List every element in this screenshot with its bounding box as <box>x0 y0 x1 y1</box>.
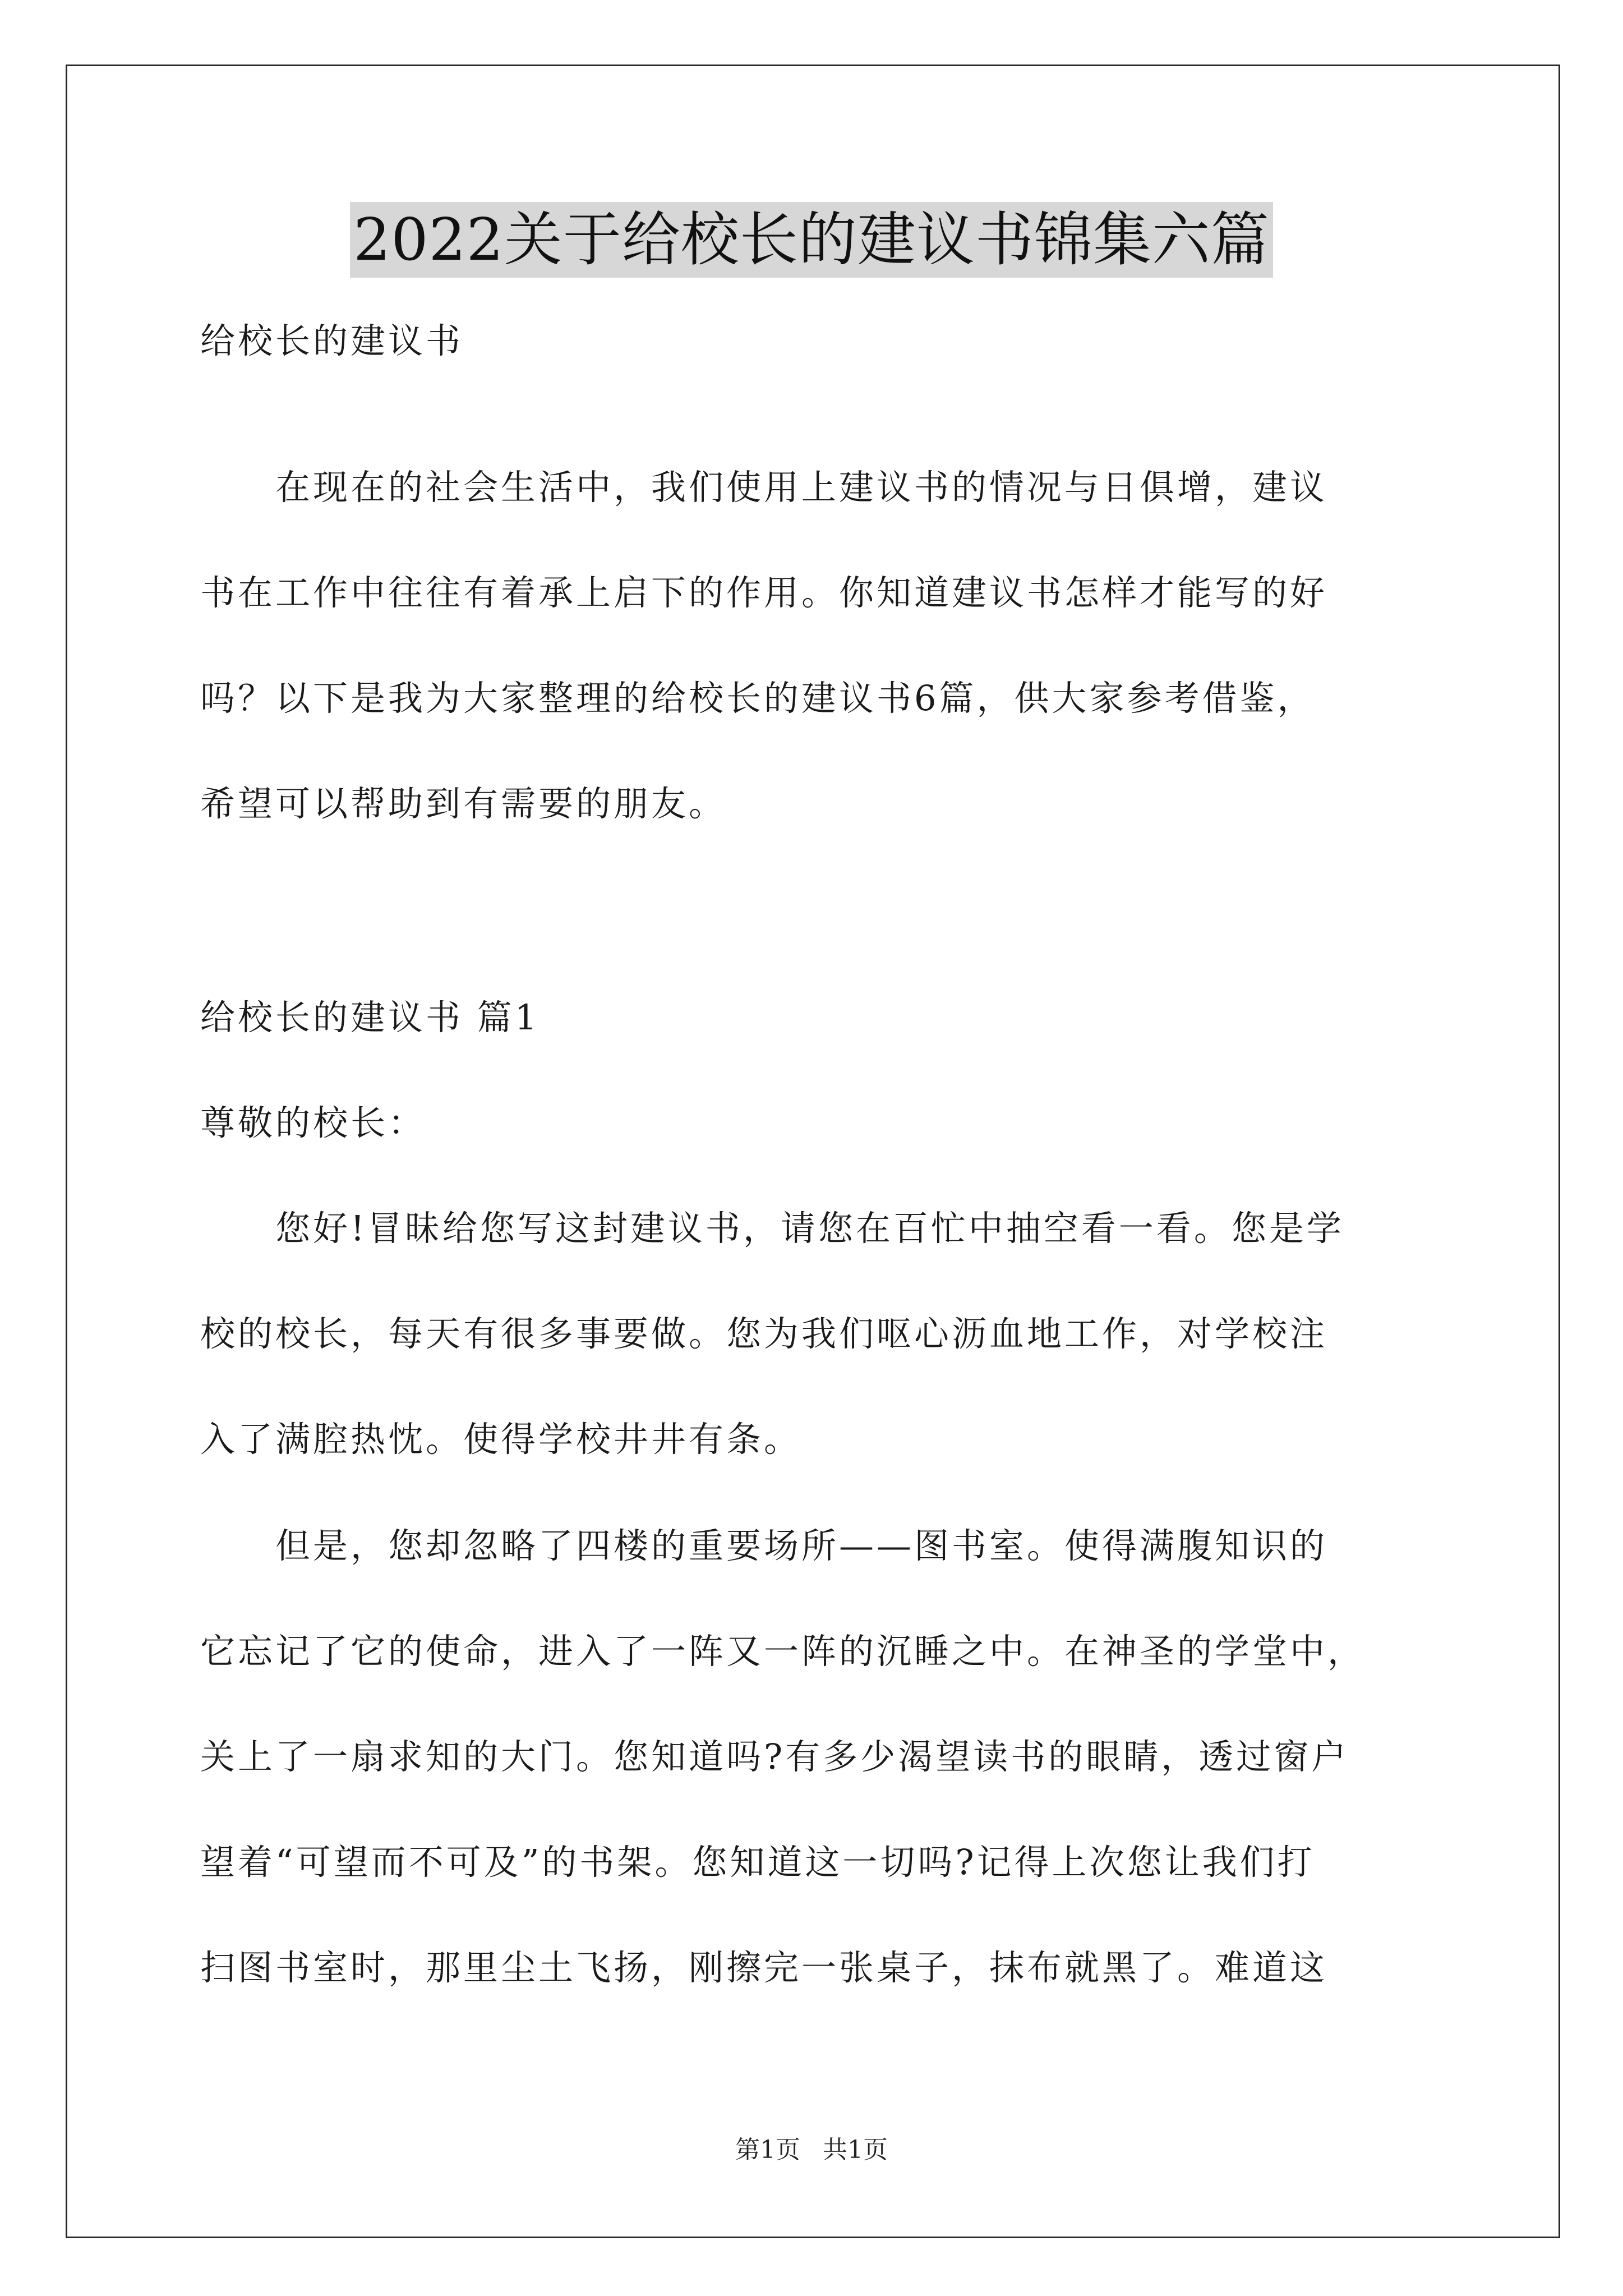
paragraph-line: 它忘记了它的使命，进入了一阵又一阵的沉睡之中。在神圣的学堂中， <box>200 1631 1366 1672</box>
page-footer <box>0 2134 1623 2166</box>
page-total: 共1页 <box>823 2136 888 2164</box>
paragraph-line: 书在工作中往往有着承上启下的作用。你知道建议书怎样才能写的好 <box>200 572 1328 613</box>
paragraph-line: 在现在的社会生活中，我们使用上建议书的情况与日俱增，建议 <box>200 467 1328 508</box>
section-heading: 给校长的建议书 篇1 <box>200 997 540 1038</box>
paragraph-line: 望着“可望而不可及”的书架。您知道这一切吗?记得上次您让我们打 <box>200 1842 1315 1883</box>
paragraph-line: 吗？以下是我为大家整理的给校长的建议书6篇，供大家参考借鉴， <box>200 678 1315 719</box>
paragraph-line: 入了满腔热忱。使得学校井井有条。 <box>200 1419 802 1460</box>
paragraph-line: 校的校长，每天有很多事要做。您为我们呕心沥血地工作，对学校注 <box>200 1313 1328 1354</box>
paragraph-line: 扫图书室时，那里尘土飞扬，刚擦完一张桌子，抹布就黑了。难道这 <box>200 1947 1328 1988</box>
salutation: 尊敬的校长： <box>200 1102 426 1143</box>
page-border <box>66 65 1560 2238</box>
paragraph-line: 希望可以帮助到有需要的朋友。 <box>200 783 727 824</box>
document-title: 2022关于给校长的建议书锦集六篇 <box>350 202 1273 278</box>
title-container <box>0 202 1623 278</box>
paragraph-line: 但是，您却忽略了四楼的重要场所——图书室。使得满腹知识的 <box>200 1525 1328 1566</box>
section-heading: 给校长的建议书 <box>200 320 464 361</box>
page-number: 第1页 <box>735 2136 800 2164</box>
paragraph-line: 关上了一扇求知的大门。您知道吗?有多少渴望读书的眼睛，透过窗户 <box>200 1736 1349 1777</box>
paragraph-line: 您好!冒昧给您写这封建议书，请您在百忙中抽空看一看。您是学 <box>200 1208 1344 1249</box>
